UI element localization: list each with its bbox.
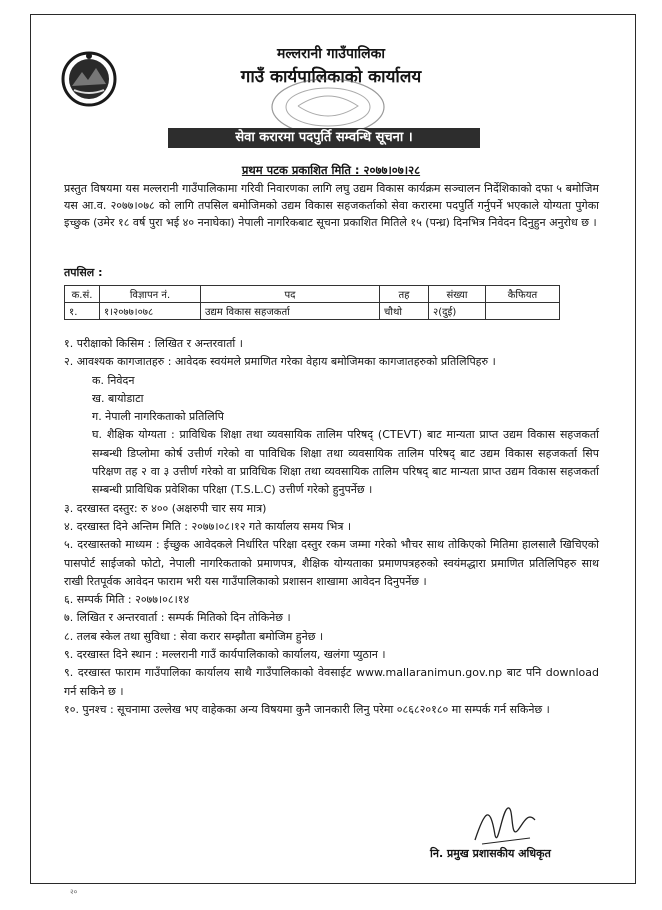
vacancy-table	[64, 285, 560, 320]
page-mark: २०	[70, 888, 78, 896]
interview-note: ७. लिखित र अन्तरवार्ता : सम्पर्क मितिको दिन तोकिनेछ ।	[64, 611, 291, 625]
signer-title: नि. प्रमुख प्रशासकीय अधिकृत	[430, 847, 551, 860]
municipality-name: मल्लरानी गाउँपालिका	[276, 46, 386, 62]
application-method: ५. दरखास्तको माध्यम : ईच्छुक आवेदकले निर्धारित परिक्षा दस्तुर रकम जम्मा गरेको भौचर साथ तोकिएको मितिमा हालसालै खिचिएको पासपोर्ट साईजको फोटो, नेपाली नागरिकताको प्रमाणपत्र, शैक्षिक योग्यताका प्रमाणपत्रहरुको स्वयंमद्धारा प्रमाणित प्रतिलिपिहरु साथ राखी रितपूर्वक आवेदन फाराम भरी यस गाउँपालिकाको प्रशासन शाखामा आवेदन दिनुपर्नेछ ।	[64, 538, 599, 588]
office-name: गाउँ कार्यपालिकाको कार्यालय	[240, 67, 422, 87]
application-form: ९. दरखास्त फाराम गाउँपालिका कार्यालय साथै गाउँपालिकाको वेवसाईट www.mallaranimun.gov.np बाट पनि download गर्न सकिने छ ।	[64, 666, 599, 698]
contact-info: १०. पुनश्च : सूचनामा उल्लेख भए वाहेकका अन्य विषयमा कुनै जानकारी लिनु परेमा ०८६८२०१८० मा सम्पर्क गर्न सकिनेछ ।	[64, 702, 550, 716]
table-cell: चौथो	[380, 303, 429, 320]
table-cell: १.	[65, 303, 100, 320]
contact-date: ६. सम्पर्क मिति : २०७७।०८।१४	[64, 593, 190, 607]
column-header: विज्ञापन नं.	[100, 286, 201, 303]
application-place: ९. दरखास्त दिने स्थान : मल्लरानी गाउँ कार्यपालिकाको कार्यालय, खलंगा प्युठान ।	[64, 648, 386, 662]
column-header: क.सं.	[65, 286, 100, 303]
application-deadline: ४. दरखास्त दिने अन्तिम मिति : २०७७।०८।१२ गते कार्यालय समय भित्र ।	[64, 519, 352, 533]
intro-paragraph: प्रस्तुत विषयमा यस मल्लरानी गाउँपालिकामा गरिवी निवारणका लागि लघु उद्यम विकास कार्यक्रम सञ्चालन निर्देशिकाको दफा ५ बमोजिम यस आ.व. २०७७।०७८ को लागि तपसिल बमोजिमको उद्यम विकास सहजकर्ताको सेवा करारमा पदपुर्ति गर्नुपर्ने भएकाले योग्यता पुगेका इच्छुक (उमेर १८ वर्ष पुरा भई ४० ननाघेका) नेपाली नागरिकबाट सूचना प्रकाशित मितिले १५ (पन्ध्र) दिनभित्र निवेदन दिनुहुन अनुरोध छ ।	[64, 182, 599, 229]
publish-date: प्रथम पटक प्रकाशित मिति : २०७७।०७।२८	[241, 163, 421, 177]
column-header: तह	[380, 286, 429, 303]
notice-terms	[64, 335, 599, 719]
doc-citizenship: ग. नेपाली नागरिकताको प्रतिलिपि	[92, 410, 224, 424]
column-header: पद	[201, 286, 380, 303]
column-header: कैफियत	[486, 286, 560, 303]
signature-icon	[470, 800, 540, 850]
required-documents: २. आवश्यक कागजातहरु : आवेदक स्वयंमले प्रमाणित गरेका वेहाय बमोजिमका कागजातहरुको प्रतिलिपिहरु ।	[64, 355, 496, 369]
table-header-row	[65, 286, 560, 303]
doc-application: क. निवेदन	[92, 373, 135, 387]
table-row	[65, 303, 560, 320]
column-header: संख्या	[429, 286, 486, 303]
application-fee: ३. दरखास्त दस्तुर: रु ४०० (अक्षरुपी चार सय मात्र)	[64, 501, 267, 515]
table-cell: उद्यम विकास सहजकर्ता	[201, 303, 380, 320]
table-cell: २(दुई)	[429, 303, 486, 320]
salary-scale: ८. तलब स्केल तथा सुविधा : सेवा करार सम्झौता बमोजिम हुनेछ ।	[64, 629, 324, 643]
doc-biodata: ख. बायोडाटा	[92, 391, 144, 405]
table-caption: तपसिल :	[64, 266, 103, 279]
exam-type: १. परीक्षाको किसिम : लिखित र अन्तरवार्ता ।	[64, 337, 243, 350]
table-cell: १।२०७७।०७८	[100, 303, 201, 320]
doc-qualification: घ. शैक्षिक योग्यता : प्राविधिक शिक्षा तथा व्यवसायिक तालिम परिषद् (CTEVT) बाट मान्यता प्राप्त उद्यम विकास सहजकर्ता सम्बन्धी डिप्लोमा कोर्ष उत्तीर्ण गरेको वा पाविधिक शिक्षा तथा व्यवसायिक तालिम परिषद् बाट उद्यम विकास सहजकर्ता सिप परिक्षण तह २ वा ३ उत्तीर्ण गरेको वा प्राविधिक शिक्षा तथा व्यवसायिक तालिम परिषद् बाट मान्यता प्राप्त उद्यम विकास सहजकर्ता सम्बन्धी प्राविधिक प्रवेशिका परिक्षा (T.S.L.C) उत्तीर्ण गरेको हुनुपर्नेछ ।	[92, 428, 599, 497]
notice-title: सेवा करारमा पदपुर्ति सम्वन्धि सूचना ।	[168, 128, 480, 148]
table-cell	[486, 303, 560, 320]
